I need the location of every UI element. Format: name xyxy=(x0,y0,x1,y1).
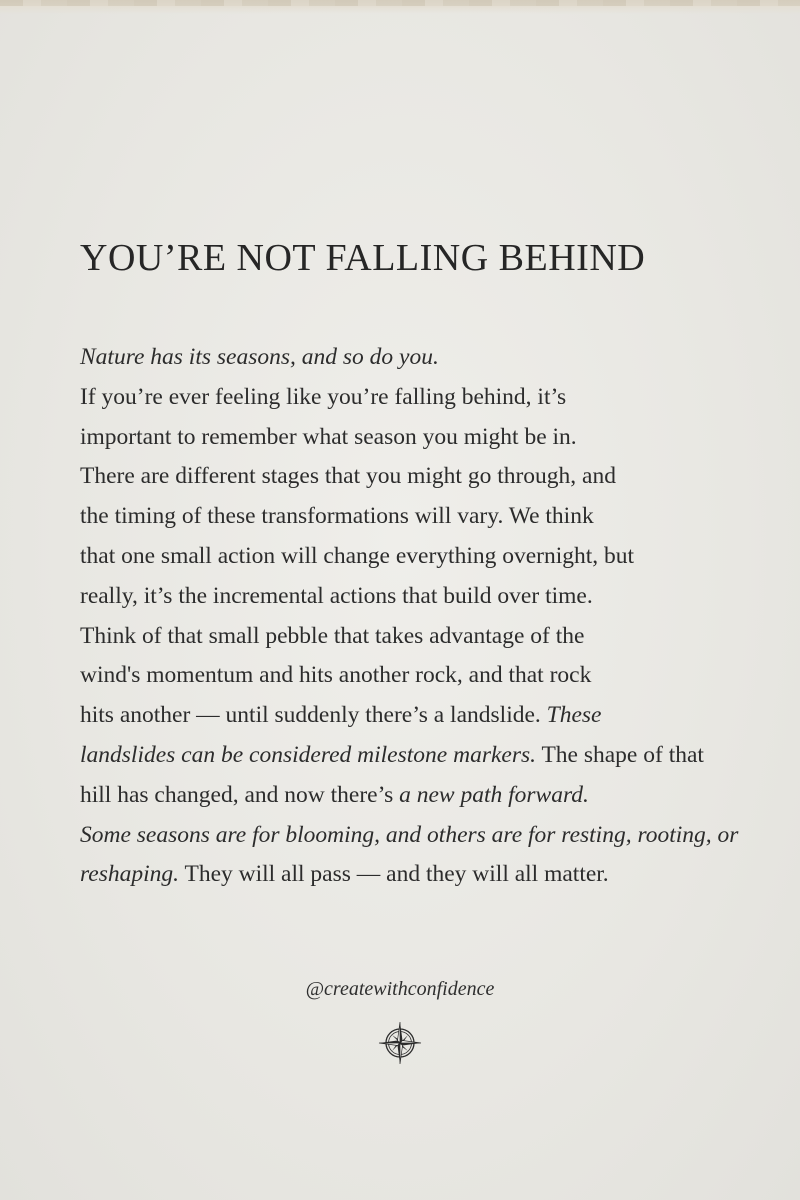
body-line: important to remember what season you might be in. xyxy=(80,423,577,450)
body-line xyxy=(80,776,740,816)
emphasis-run: Some seasons are for blooming, and others are for resting, rooting, or xyxy=(80,821,739,848)
emphasis-run: a new path forward. xyxy=(399,781,589,808)
body-text-run: hits another — until suddenly there’s a landslide. xyxy=(80,702,547,729)
body-line xyxy=(80,855,740,895)
compass-rose-icon xyxy=(377,1020,423,1066)
body-line: wind's momentum and hits another rock, and that rock xyxy=(80,662,592,689)
body-line: that one small action will change everything overnight, but xyxy=(80,542,635,569)
body-line: There are different stages that you might go through, and xyxy=(80,463,616,490)
body-line: If you’re ever feeling like you’re falling behind, it’s xyxy=(80,383,567,410)
emphasis-run: reshaping. xyxy=(80,861,180,888)
intro-italic: Nature has its seasons, and so do you. xyxy=(80,344,439,370)
body-text-run: The shape of that xyxy=(536,741,704,768)
body-text-run: They will all pass — and they will all matter. xyxy=(179,861,609,888)
body-line: really, it’s the incremental actions that build over time. xyxy=(80,582,593,609)
body-line xyxy=(80,736,740,776)
torn-paper-edge xyxy=(0,0,800,14)
body-line xyxy=(80,338,740,378)
body-text xyxy=(80,338,740,895)
body-line xyxy=(80,816,740,856)
emphasis-run: These xyxy=(546,702,602,729)
page-title: YOU’RE NOT FALLING BEHIND xyxy=(80,237,646,279)
emphasis-run: landslides can be considered milestone markers. xyxy=(80,741,536,768)
body-line xyxy=(80,696,740,736)
social-handle: @createwithconfidence xyxy=(305,978,495,1000)
body-line: the timing of these transformations will vary. We think xyxy=(80,503,594,530)
body-text-run: hill has changed, and now there’s xyxy=(80,781,400,808)
body-line: Think of that small pebble that takes advantage of the xyxy=(80,622,585,649)
